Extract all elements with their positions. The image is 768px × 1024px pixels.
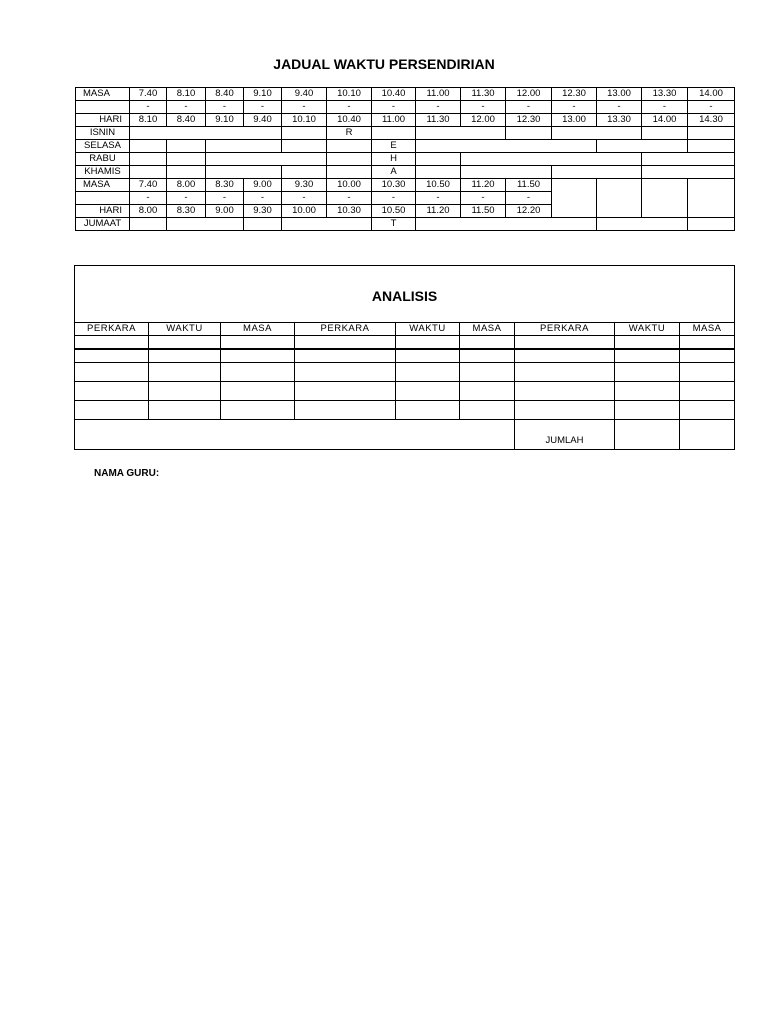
slot-start: 11.50 [506, 179, 552, 192]
rehat-letter: R [327, 127, 372, 140]
column-header: PERKARA [515, 323, 615, 336]
timetable-cell[interactable] [282, 218, 372, 231]
analysis-cell[interactable] [295, 336, 396, 350]
timetable-cell[interactable] [167, 153, 206, 166]
slot-end: 8.00 [130, 205, 167, 218]
timetable-cell[interactable] [688, 179, 735, 218]
slot-start: 8.30 [206, 179, 244, 192]
analysis-cell[interactable] [75, 336, 149, 350]
jumlah-masa-cell[interactable] [680, 420, 735, 450]
slot-dash: - [506, 192, 552, 205]
analysis-cell[interactable] [149, 401, 221, 420]
analysis-table [74, 265, 735, 450]
analysis-heading: ANALISIS [75, 266, 735, 323]
analysis-cell[interactable] [221, 363, 295, 382]
slot-dash: - [372, 192, 416, 205]
slot-dash: - [372, 101, 416, 114]
slot-dash: - [282, 101, 327, 114]
analysis-cell[interactable] [515, 336, 615, 350]
slot-end: 14.30 [688, 114, 735, 127]
column-header: PERKARA [75, 323, 149, 336]
slot-start: 11.20 [461, 179, 506, 192]
analysis-cell[interactable] [615, 363, 680, 382]
column-header: WAKTU [396, 323, 460, 336]
column-header: MASA [680, 323, 735, 336]
slot-dash: - [130, 192, 167, 205]
slot-start: 8.10 [167, 88, 206, 101]
slot-start: 9.40 [282, 88, 327, 101]
slot-dash: - [130, 101, 167, 114]
slot-start: 7.40 [130, 179, 167, 192]
analysis-cell[interactable] [149, 382, 221, 401]
timetable-cell[interactable] [416, 166, 461, 179]
slot-end: 11.20 [416, 205, 461, 218]
timetable-cell[interactable] [552, 179, 597, 218]
analysis-cell[interactable] [149, 363, 221, 382]
slot-start: 13.00 [597, 88, 642, 101]
rehat-letter: E [372, 140, 416, 153]
analysis-cell[interactable] [460, 382, 515, 401]
slot-start: 9.10 [244, 88, 282, 101]
timetable-cell[interactable] [416, 127, 506, 140]
slot-dash: - [552, 101, 597, 114]
column-header: MASA [460, 323, 515, 336]
timetable-cell[interactable] [461, 166, 552, 179]
slot-end: 12.30 [506, 114, 552, 127]
nama-guru-label: NAMA GURU: [94, 468, 160, 479]
analysis-cell[interactable] [295, 349, 396, 363]
timetable-cell[interactable] [597, 179, 642, 218]
analysis-cell[interactable] [221, 349, 295, 363]
timetable-cell[interactable] [506, 127, 552, 140]
timetable-cell[interactable] [597, 218, 688, 231]
timetable-cell[interactable] [130, 127, 282, 140]
slot-dash: - [282, 192, 327, 205]
timetable-cell[interactable] [130, 218, 167, 231]
timetable-cell[interactable] [688, 218, 735, 231]
timetable-cell[interactable] [327, 166, 372, 179]
analysis-cell[interactable] [396, 336, 460, 350]
timetable-cell[interactable] [130, 166, 167, 179]
analysis-cell[interactable] [515, 382, 615, 401]
slot-start: 12.00 [506, 88, 552, 101]
day-label: KHAMIS [76, 166, 130, 179]
analysis-footer-blank [75, 420, 515, 450]
timetable [75, 87, 735, 231]
slot-start: 8.40 [206, 88, 244, 101]
analysis-cell[interactable] [396, 349, 460, 363]
slot-dash: - [461, 101, 506, 114]
slot-dash: - [327, 192, 372, 205]
slot-end: 11.00 [372, 114, 416, 127]
column-header: WAKTU [149, 323, 221, 336]
analysis-cell[interactable] [149, 336, 221, 350]
analysis-cell[interactable] [515, 363, 615, 382]
analysis-cell[interactable] [680, 382, 735, 401]
timetable-cell[interactable] [206, 166, 282, 179]
analysis-cell[interactable] [295, 401, 396, 420]
slot-dash: - [244, 192, 282, 205]
slot-start: 7.40 [130, 88, 167, 101]
timetable-cell[interactable] [327, 140, 372, 153]
analysis-cell[interactable] [75, 382, 149, 401]
slot-end: 8.30 [167, 205, 206, 218]
column-header: WAKTU [615, 323, 680, 336]
timetable-cell[interactable] [327, 153, 372, 166]
analysis-cell[interactable] [460, 363, 515, 382]
timetable-cell[interactable] [597, 140, 688, 153]
timetable-cell[interactable] [167, 166, 206, 179]
analysis-cell[interactable] [221, 401, 295, 420]
rehat-letter: T [372, 218, 416, 231]
analysis-cell[interactable] [295, 363, 396, 382]
timetable-cell[interactable] [552, 166, 642, 179]
masa-label: MASA [76, 179, 130, 192]
timetable-cell[interactable] [167, 140, 206, 153]
day-label: RABU [76, 153, 130, 166]
timetable-cell[interactable] [688, 140, 735, 153]
analysis-cell[interactable] [396, 363, 460, 382]
timetable-cell[interactable] [416, 153, 461, 166]
slot-end: 9.40 [244, 114, 282, 127]
analysis-cell[interactable] [680, 349, 735, 363]
slot-dash: - [327, 101, 372, 114]
analysis-cell[interactable] [680, 336, 735, 350]
masa-label: MASA [76, 88, 130, 101]
timetable-cell[interactable] [130, 153, 167, 166]
analysis-cell[interactable] [396, 401, 460, 420]
analysis-cell[interactable] [460, 401, 515, 420]
slot-dash: - [206, 192, 244, 205]
slot-start: 9.00 [244, 179, 282, 192]
slot-end: 10.10 [282, 114, 327, 127]
analysis-cell[interactable] [680, 363, 735, 382]
slot-start: 8.00 [167, 179, 206, 192]
analysis-cell[interactable] [75, 349, 149, 363]
column-header: PERKARA [295, 323, 396, 336]
slot-end: 10.50 [372, 205, 416, 218]
timetable-cell[interactable] [206, 153, 327, 166]
timetable-cell[interactable] [416, 218, 597, 231]
analysis-cell[interactable] [680, 401, 735, 420]
day-label: JUMAAT [76, 218, 130, 231]
slot-end: 9.00 [206, 205, 244, 218]
analysis-cell[interactable] [221, 382, 295, 401]
timetable-cell[interactable] [642, 127, 688, 140]
slot-end: 14.00 [642, 114, 688, 127]
slot-start: 14.00 [688, 88, 735, 101]
slot-start: 10.00 [327, 179, 372, 192]
rehat-letter: A [372, 166, 416, 179]
slot-start: 10.40 [372, 88, 416, 101]
slot-end: 11.50 [461, 205, 506, 218]
timetable-cell[interactable] [372, 127, 416, 140]
slot-end: 12.20 [506, 205, 552, 218]
slot-start: 12.30 [552, 88, 597, 101]
slot-dash: - [688, 101, 735, 114]
slot-dash: - [167, 192, 206, 205]
day-label: SELASA [76, 140, 130, 153]
slot-end: 9.10 [206, 114, 244, 127]
timetable-cell[interactable] [206, 140, 282, 153]
analysis-cell[interactable] [615, 382, 680, 401]
slot-dash: - [416, 101, 461, 114]
page-title: JADUAL WAKTU PERSENDIRIAN [273, 56, 495, 72]
slot-dash: - [461, 192, 506, 205]
analysis-cell[interactable] [396, 382, 460, 401]
analysis-cell[interactable] [515, 401, 615, 420]
analysis-cell[interactable] [515, 349, 615, 363]
analysis-cell[interactable] [221, 336, 295, 350]
timetable-cell[interactable] [416, 140, 597, 153]
slot-dash: - [206, 101, 244, 114]
slot-start: 11.00 [416, 88, 461, 101]
slot-dash: - [597, 101, 642, 114]
slot-end: 8.40 [167, 114, 206, 127]
day-label: ISNIN [76, 127, 130, 140]
slot-dash: - [167, 101, 206, 114]
jumlah-waktu-cell[interactable] [615, 420, 680, 450]
slot-end: 10.30 [327, 205, 372, 218]
analysis-cell[interactable] [460, 336, 515, 350]
slot-dash: - [506, 101, 552, 114]
slot-start: 13.30 [642, 88, 688, 101]
analysis-cell[interactable] [615, 401, 680, 420]
slot-end: 9.30 [244, 205, 282, 218]
rehat-letter: H [372, 153, 416, 166]
analysis-cell[interactable] [295, 382, 396, 401]
hari-label: HARI [76, 114, 130, 127]
slot-start: 9.30 [282, 179, 327, 192]
timetable-cell[interactable] [552, 127, 642, 140]
analysis-cell[interactable] [149, 349, 221, 363]
slot-end: 13.30 [597, 114, 642, 127]
timetable-cell[interactable] [461, 153, 642, 166]
slot-end: 12.00 [461, 114, 506, 127]
slot-end: 8.10 [130, 114, 167, 127]
timetable-cell[interactable] [642, 179, 688, 218]
timetable-cell[interactable] [688, 127, 735, 140]
timetable-cell[interactable] [282, 127, 327, 140]
analysis-cell[interactable] [75, 363, 149, 382]
slot-start: 10.30 [372, 179, 416, 192]
slot-start: 10.50 [416, 179, 461, 192]
timetable-cell[interactable] [244, 218, 282, 231]
timetable-cell[interactable] [642, 153, 735, 166]
timetable-cell[interactable] [642, 166, 735, 179]
timetable-cell[interactable] [282, 140, 327, 153]
analysis-cell[interactable] [615, 336, 680, 350]
analysis-cell[interactable] [460, 349, 515, 363]
timetable-cell[interactable] [130, 140, 167, 153]
timetable-cell[interactable] [282, 166, 327, 179]
slot-dash: - [244, 101, 282, 114]
jumlah-label: JUMLAH [515, 420, 615, 450]
slot-end: 10.40 [327, 114, 372, 127]
analysis-cell[interactable] [615, 349, 680, 363]
slot-end: 13.00 [552, 114, 597, 127]
timetable-cell[interactable] [167, 218, 244, 231]
slot-end: 10.00 [282, 205, 327, 218]
slot-start: 10.10 [327, 88, 372, 101]
slot-dash: - [642, 101, 688, 114]
column-header: MASA [221, 323, 295, 336]
slot-dash: - [416, 192, 461, 205]
analysis-cell[interactable] [75, 401, 149, 420]
slot-start: 11.30 [461, 88, 506, 101]
slot-end: 11.30 [416, 114, 461, 127]
hari-label: HARI [76, 205, 130, 218]
